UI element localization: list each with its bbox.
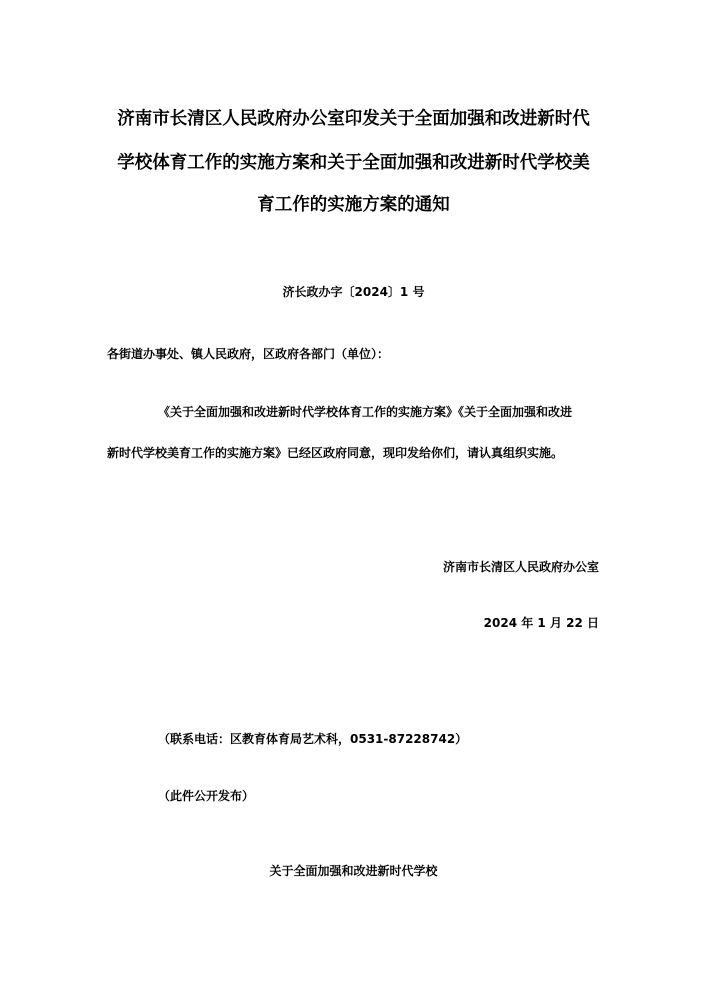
- attachment-title: 关于全面加强和改进新时代学校: [269, 864, 438, 878]
- document-title-line-2: 学校体育工作的实施方案和关于全面加强和改进新时代学校美: [117, 153, 590, 173]
- salutation: 各街道办事处、镇人民政府，区政府各部门（单位）：: [107, 347, 390, 361]
- issuer-signature: 济南市长清区人民政府办公室: [442, 560, 599, 574]
- body-paragraph-line-2: 新时代学校美育工作的实施方案》已经区政府同意，现印发给你们，请认真组织实施。: [107, 446, 564, 460]
- publish-note: （此件公开发布）: [158, 789, 255, 803]
- document-title-line-1: 济南市长清区人民政府办公室印发关于全面加强和改进新时代: [117, 109, 590, 129]
- document-number: 济长政办字〔2024〕1 号: [282, 285, 425, 299]
- document-title-line-3: 育工作的实施方案的通知: [257, 195, 450, 215]
- issue-date: 2024 年 1 月 22 日: [483, 616, 599, 630]
- contact-info: （联系电话：区教育体育局艺术科，0531-87228742）: [158, 732, 468, 746]
- body-paragraph-line-1: 《关于全面加强和改进新时代学校体育工作的实施方案》《关于全面加强和改进: [158, 405, 573, 419]
